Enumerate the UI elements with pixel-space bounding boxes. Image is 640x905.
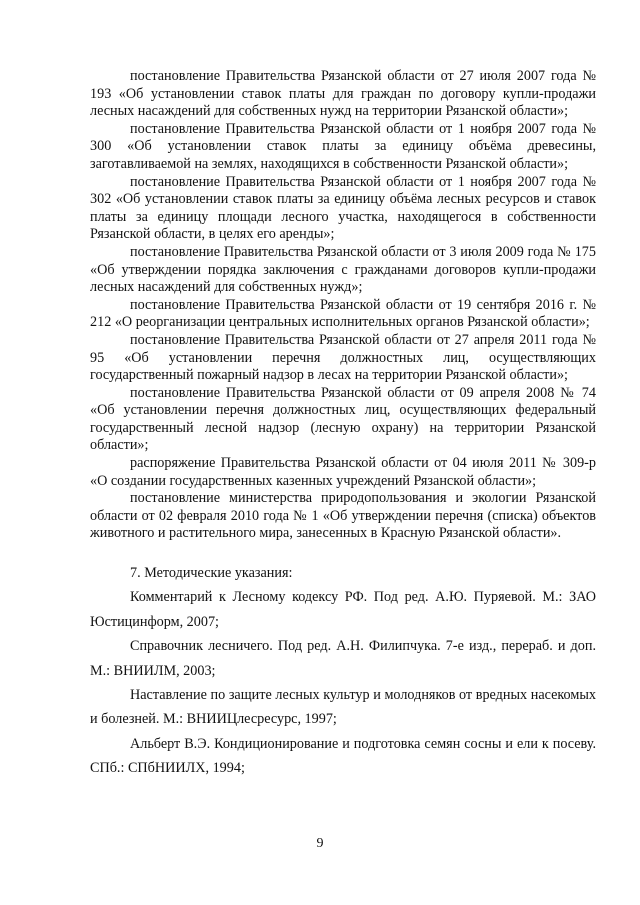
- resolution-item: постановление Правительства Рязанской области от 1 ноября 2007 года № 302 «Об установлении ставок платы за единицу объёма лесных ресурсов и ставок платы за единицу площади лесного участка, находящегося в собственности Рязанской области, в целях его аренды»;: [90, 173, 596, 243]
- resolution-item: постановление Правительства Рязанской области от 27 апреля 2011 года № 95 «Об установлении перечня должностных лиц, осуществляющих государственный пожарный надзор в лесах на территории Рязанской области»;: [90, 331, 596, 384]
- page-number: 9: [316, 836, 324, 851]
- document-body: [90, 68, 596, 781]
- resolution-item: постановление министерства природопользования и экологии Рязанской области от 02 февраля 2010 года № 1 «Об утверждении перечня (списка) объектов животного и растительного мира, занесенных в Красную Рязанской области».: [90, 490, 596, 542]
- resolution-item: постановление Правительства Рязанской области от 19 сентября 2016 г. № 212 «О реорганизации центральных исполнительных органов Рязанской области»;: [90, 296, 596, 331]
- resolution-item: распоряжение Правительства Рязанской области от 04 июля 2011 № 309-р «О создании государственных казенных учреждений Рязанской области»;: [90, 455, 596, 489]
- methodical-section: [90, 561, 596, 781]
- section-heading: 7. Методические указания:: [130, 565, 293, 582]
- resolution-item: постановление Правительства Рязанской области от 09 апреля 2008 № 74 «Об установлении перечня должностных лиц, осуществляющих федеральный государственный лесной надзор (лесную охрану) на территории Рязанской области»;: [90, 384, 596, 454]
- reference-item: Альберт В.Э. Кондиционирование и подготовка семян сосны и ели к посеву. СПб.: СПбНИИЛХ, 1994;: [90, 735, 596, 777]
- reference-item: Комментарий к Лесному кодексу РФ. Под ред. А.Ю. Пуряевой. М.: ЗАО Юстицинформ, 2007;: [90, 589, 596, 630]
- resolution-item: постановление Правительства Рязанской области от 1 ноября 2007 года № 300 «Об установлении ставок платы за единицу объёма древесины, заготавливаемой на землях, находящихся в собственности Рязанской области»;: [90, 120, 596, 172]
- resolution-item: постановление Правительства Рязанской области от 3 июля 2009 года № 175 «Об утверждении порядка заключения с гражданами договоров купли-продажи лесных насаждений для собственных нужд»;: [90, 243, 596, 296]
- section-spacer: [90, 543, 596, 561]
- reference-item: Наставление по защите лесных культур и молодняков от вредных насекомых и болезней. М.: ВНИИЦлесресурс, 1997;: [90, 687, 596, 728]
- reference-item: Справочник лесничего. Под ред. А.Н. Филипчука. 7-е изд., перераб. и доп. М.: ВНИИЛМ, 2003;: [90, 638, 596, 679]
- resolution-item: постановление Правительства Рязанской области от 27 июля 2007 года № 193 «Об установлении ставок платы для граждан по договору купли-продажи лесных насаждений для собственных нужд на территории Рязанской области»;: [90, 68, 596, 120]
- resolutions-list: [90, 68, 596, 543]
